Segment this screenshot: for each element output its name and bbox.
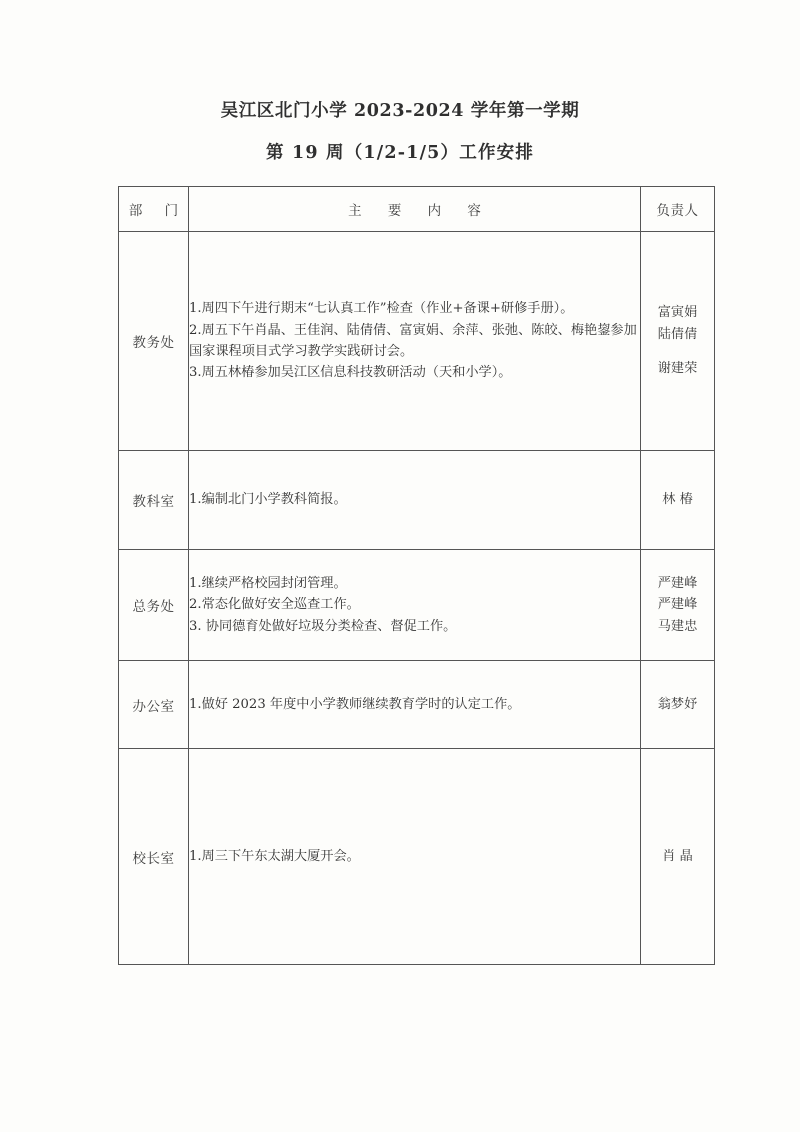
owner-name: 肖 晶 <box>662 848 693 864</box>
content-cell <box>189 232 641 451</box>
table-row <box>119 661 715 749</box>
owner-spacer <box>641 345 714 358</box>
content-line: 2.常态化做好安全巡查工作。 <box>189 597 360 613</box>
owner-cell <box>641 451 715 550</box>
content-line: 2.周五下午肖晶、王佳润、陆倩倩、富寅娟、余萍、张弛、陈皎、梅艳鋆参加国家课程项目式学习教学实践研讨会。 <box>189 322 637 359</box>
content-line: 1.编制北门小学教科简报。 <box>189 492 347 508</box>
table-row <box>119 749 715 965</box>
department-cell: 教务处 <box>119 232 189 451</box>
content-cell <box>189 661 641 749</box>
content-line: 3. 协同德育处做好垃圾分类检查、督促工作。 <box>189 618 457 634</box>
content-cell <box>189 749 641 965</box>
owner-cell <box>641 550 715 661</box>
content-line: 1.继续严格校园封闭管理。 <box>189 575 347 591</box>
content-line: 3.周五林椿参加吴江区信息科技教研活动（天和小学）。 <box>189 365 512 381</box>
title-line-week-schedule: 第 19 周（1/2-1/5）工作安排 <box>265 142 535 163</box>
table-header-row <box>119 187 715 232</box>
document-title-block <box>0 100 800 165</box>
owner-name: 马建忠 <box>657 618 698 634</box>
owner-cell <box>641 232 715 451</box>
table-row <box>119 550 715 661</box>
department-cell: 校长室 <box>119 749 189 965</box>
content-line: 1.周三下午东太湖大厦开会。 <box>189 848 360 864</box>
owner-cell <box>641 661 715 749</box>
department-cell: 总务处 <box>119 550 189 661</box>
content-cell <box>189 451 641 550</box>
header-owner: 负责人 <box>641 187 715 232</box>
owner-name: 严建峰 <box>657 597 698 613</box>
header-content: 主 要 内 容 <box>189 187 641 232</box>
owner-name: 严建峰 <box>657 575 698 591</box>
department-cell: 办公室 <box>119 661 189 749</box>
table-row <box>119 451 715 550</box>
table-row <box>119 232 715 451</box>
header-department: 部 门 <box>119 187 189 232</box>
owner-name: 陆倩倩 <box>657 326 698 342</box>
title-line-school-term: 吴江区北门小学 2023-2024 学年第一学期 <box>220 101 580 121</box>
owner-name: 富寅娟 <box>657 305 698 321</box>
content-line: 1.周四下午进行期末“七认真工作”检查（作业+备课+研修手册）。 <box>189 301 574 317</box>
owner-name: 林 椿 <box>662 492 693 508</box>
weekly-schedule-table <box>118 186 715 965</box>
owner-name: 谢建荣 <box>657 361 698 377</box>
department-cell: 教科室 <box>119 451 189 550</box>
owner-cell <box>641 749 715 965</box>
content-line: 1.做好 2023 年度中小学教师继续教育学时的认定工作。 <box>189 696 521 712</box>
content-cell <box>189 550 641 661</box>
owner-name: 翁梦妤 <box>657 696 698 712</box>
